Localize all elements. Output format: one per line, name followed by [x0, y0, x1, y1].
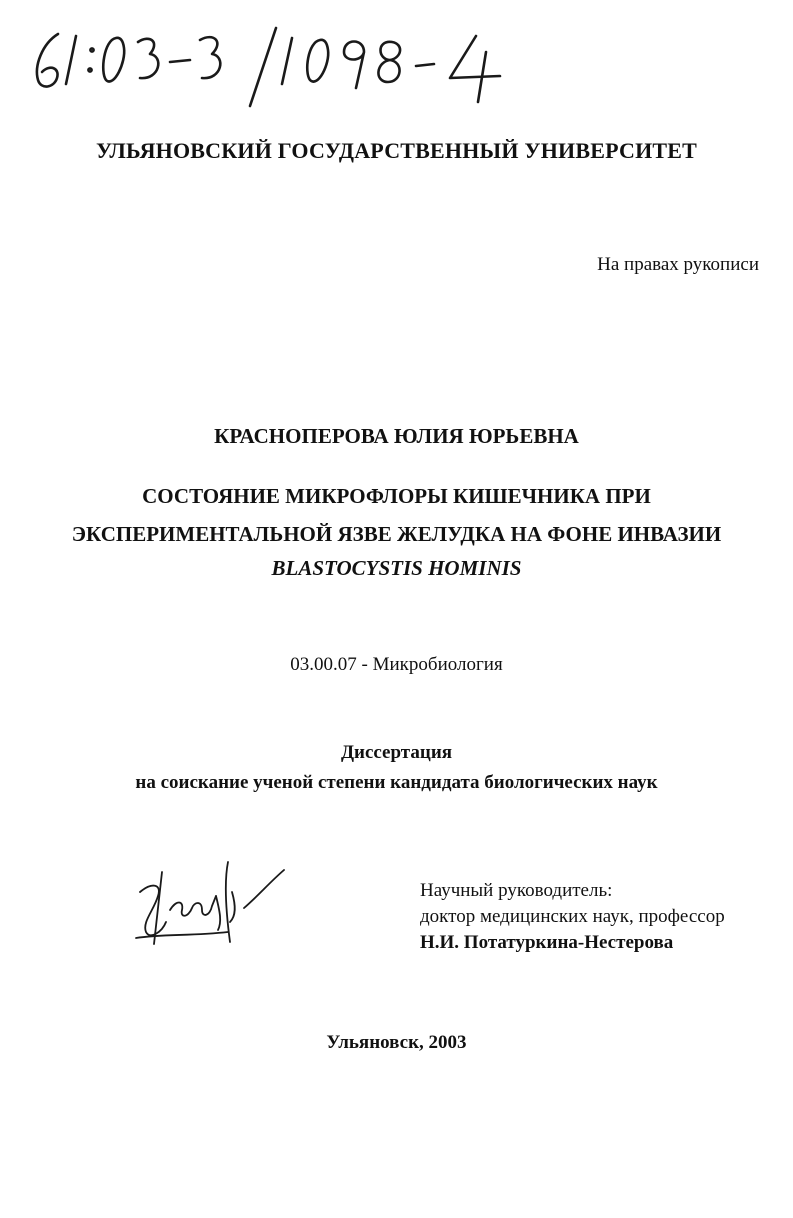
- supervisor-block: [420, 878, 725, 956]
- supervisor-label: Научный руководитель:: [420, 880, 613, 901]
- handwritten-registration-number: [30, 22, 510, 112]
- specialty-code: 03.00.07 - Микробиология: [290, 654, 503, 675]
- degree-description: на соискание ученой степени кандидата биологических наук: [135, 772, 658, 793]
- rights-note: На правах рукописи: [597, 254, 759, 275]
- handwritten-number-drawing: [30, 22, 510, 112]
- city-year: Ульяновск, 2003: [326, 1032, 467, 1053]
- dissertation-title-line-1: СОСТОЯНИЕ МИКРОФЛОРЫ КИШЕЧНИКА ПРИ: [142, 484, 651, 508]
- dissertation-label: Диссертация: [340, 742, 453, 763]
- signature-drawing: [132, 852, 292, 957]
- author-name: КРАСНОПЕРОВА ЮЛИЯ ЮРЬЕВНА: [214, 424, 579, 448]
- dissertation-title-line-3: BLASTOCYSTIS HOMINIS: [271, 556, 522, 580]
- university-name: УЛЬЯНОВСКИЙ ГОСУДАРСТВЕННЫЙ УНИВЕРСИТЕТ: [95, 138, 698, 163]
- supervisor-credentials: доктор медицинских наук, профессор: [420, 906, 725, 927]
- dissertation-title-line-2: ЭКСПЕРИМЕНТАЛЬНОЙ ЯЗВЕ ЖЕЛУДКА НА ФОНЕ ИНВАЗИИ: [71, 522, 722, 546]
- handwritten-signature: [132, 852, 292, 957]
- supervisor-name: Н.И. Потатуркина-Нестерова: [420, 932, 674, 953]
